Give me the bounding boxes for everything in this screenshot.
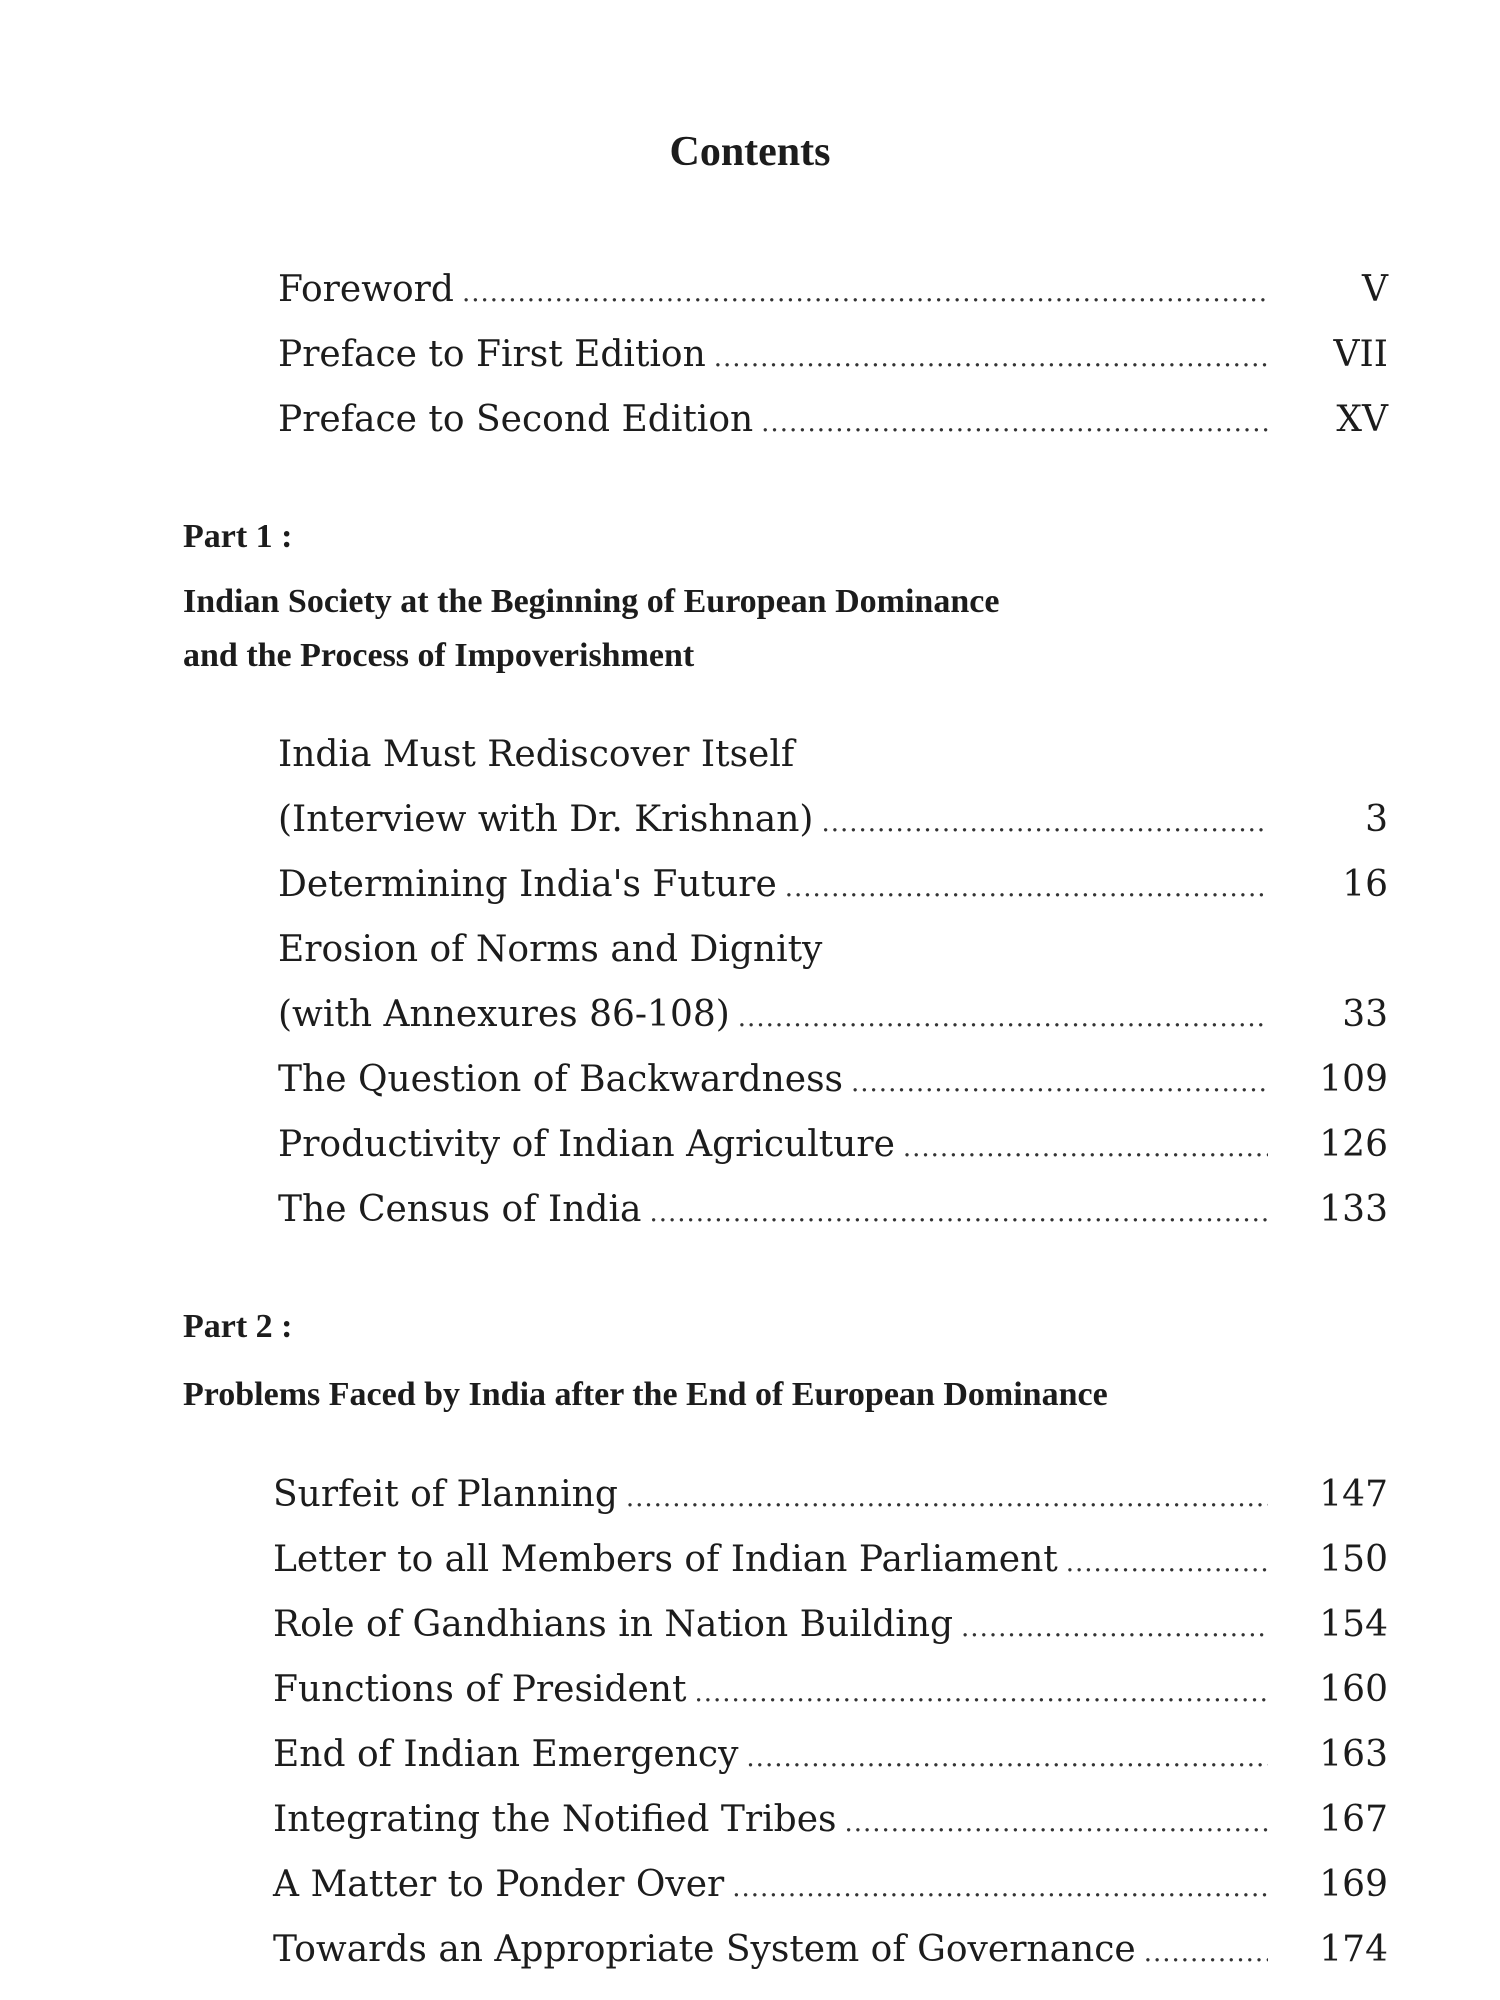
dot-leader [626,1473,1268,1523]
dot-leader [761,398,1268,448]
toc-entry-surfeit-of-planning[interactable] [273,1470,1388,1520]
toc-entry-title: End of Indian Emergency [273,1734,739,1775]
toc-entry-notified-tribes[interactable] [273,1795,1388,1845]
dot-leader [1144,1928,1268,1978]
toc-entry-page: V [1362,269,1388,310]
dot-leader [738,993,1268,1043]
dot-leader [649,1188,1268,1238]
toc-entry-letter-to-parliament[interactable] [273,1535,1388,1585]
toc-entry-page: 169 [1319,1864,1388,1905]
toc-entry-functions-of-president[interactable] [273,1665,1388,1715]
dot-leader [851,1058,1268,1108]
toc-entry-title-line: Erosion of Norms and Dignity [278,929,823,970]
toc-entry-title: The Census of India [278,1189,642,1230]
toc-entry-question-of-backwardness[interactable] [278,1055,1388,1105]
part-1-heading-line-1: Indian Society at the Beginning of European Dominance [183,583,1000,620]
toc-entry-title: Towards an Appropriate System of Governance [273,1929,1136,1970]
toc-entry-title: Preface to First Edition [278,334,706,375]
toc-entry-role-of-gandhians[interactable] [273,1600,1388,1650]
page-title: Contents [669,129,831,175]
toc-entry-system-of-governance[interactable] [273,1925,1388,1975]
toc-entry-page: 33 [1342,994,1388,1035]
dot-leader [961,1603,1268,1653]
toc-entry-page: 126 [1319,1124,1388,1165]
toc-entry-preface-second-edition[interactable] [278,395,1388,445]
toc-entry-title: Surfeit of Planning [273,1474,618,1515]
toc-entry-productivity-agriculture[interactable] [278,1120,1388,1170]
toc-entry-page: 109 [1319,1059,1388,1100]
part-1-heading-line-2: and the Process of Impoverishment [183,637,695,674]
toc-entry-title: (with Annexures 86-108) [278,994,730,1035]
toc-entry-page: 133 [1319,1189,1388,1230]
dot-leader [903,1123,1268,1173]
toc-entry-title: Foreword [278,269,454,310]
toc-entry-matter-to-ponder[interactable] [273,1860,1388,1910]
toc-entry-page: 147 [1319,1474,1388,1515]
dot-leader [821,798,1268,848]
toc-entry-page: 154 [1319,1604,1388,1645]
toc-entry-census-of-india[interactable] [278,1185,1388,1235]
dot-leader [732,1863,1268,1913]
toc-entry-title: Preface to Second Edition [278,399,754,440]
toc-entry-page: VII [1333,334,1388,375]
part-2-heading: Problems Faced by India after the End of European Dominance [183,1376,1108,1413]
toc-entry-title: Functions of President [273,1669,687,1710]
toc-entry-foreword[interactable] [278,265,1388,315]
dot-leader [1066,1538,1268,1588]
toc-entry-title: A Matter to Ponder Over [273,1864,725,1905]
dot-leader [844,1798,1268,1848]
toc-entry-page: 16 [1342,864,1388,905]
toc-entry-preface-first-edition[interactable] [278,330,1388,380]
dot-leader [746,1733,1268,1783]
dot-leader [785,863,1268,913]
part-1-label: Part 1 : [183,518,293,555]
toc-entry-determining-indias-future[interactable] [278,860,1388,910]
toc-entry-title: Productivity of Indian Agriculture [278,1124,895,1165]
part-2-label: Part 2 : [183,1308,293,1345]
toc-entry-title: The Question of Backwardness [278,1059,844,1100]
toc-entry-page: 163 [1319,1734,1388,1775]
toc-entry-title: Integrating the Notified Tribes [273,1799,837,1840]
toc-entry-page: 150 [1319,1539,1388,1580]
toc-entry-page: 3 [1365,799,1388,840]
toc-entry-title-line: India Must Rediscover Itself [278,734,795,775]
toc-entry-title: Role of Gandhians in Nation Building [273,1604,954,1645]
toc-entry-end-of-emergency[interactable] [273,1730,1388,1780]
dot-leader [694,1668,1268,1718]
toc-entry-page: XV [1336,399,1388,440]
toc-entry-page: 167 [1319,1799,1388,1840]
toc-entry-page: 174 [1319,1929,1388,1970]
dot-leader [714,333,1268,383]
toc-entry-title: Letter to all Members of Indian Parliament [273,1539,1058,1580]
toc-entry-india-must-rediscover-itself[interactable] [278,795,1388,845]
toc-entry-erosion-of-norms[interactable] [278,990,1388,1040]
toc-entry-title: (Interview with Dr. Krishnan) [278,799,814,840]
dot-leader [462,268,1268,318]
toc-entry-title: Determining India's Future [278,864,777,905]
toc-entry-page: 160 [1319,1669,1388,1710]
